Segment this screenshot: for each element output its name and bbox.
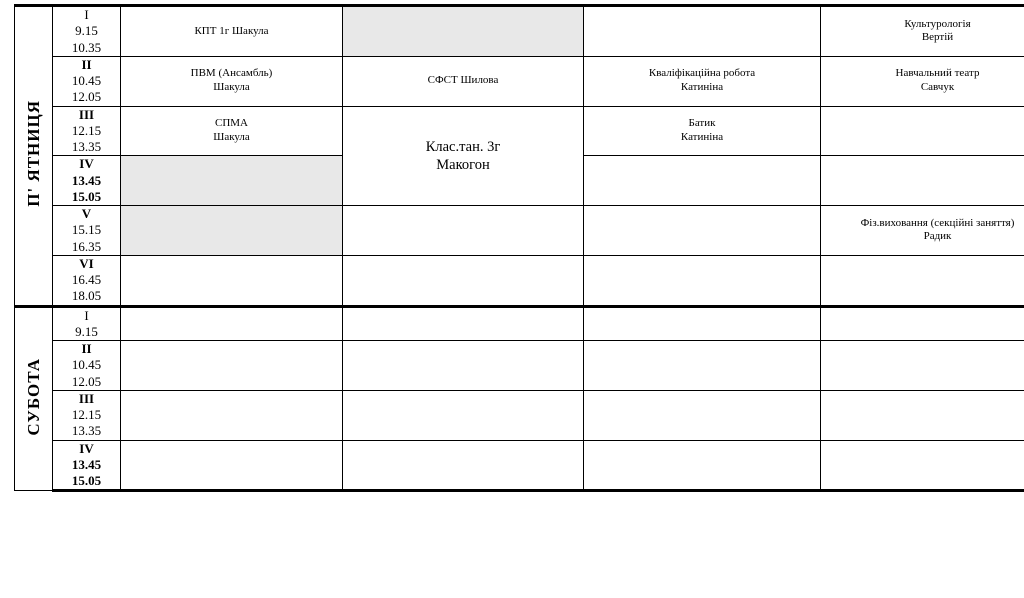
lesson-teacher: Макогон <box>343 156 583 174</box>
period-cell <box>53 341 121 391</box>
period-end: 12.05 <box>53 89 120 105</box>
lesson-cell[interactable] <box>121 390 343 440</box>
period-roman: VI <box>53 256 120 272</box>
lesson-cell[interactable] <box>121 56 343 106</box>
lesson-cell[interactable] <box>821 255 1024 306</box>
lesson-teacher: Шакула <box>121 81 342 95</box>
period-end: 16.35 <box>53 239 120 255</box>
lesson-cell[interactable] <box>343 6 584 57</box>
period-cell <box>53 206 121 256</box>
period-start: 16.45 <box>53 272 120 288</box>
lesson-teacher: Катинiна <box>584 131 820 145</box>
lesson-cell[interactable] <box>343 390 584 440</box>
period-roman: II <box>53 57 120 73</box>
period-roman: I <box>53 308 120 324</box>
lesson-cell[interactable] <box>821 206 1024 256</box>
lesson-cell[interactable] <box>584 440 821 491</box>
lesson-cell[interactable] <box>121 106 343 156</box>
lesson-cell[interactable] <box>121 440 343 491</box>
lesson-cell[interactable] <box>584 341 821 391</box>
period-roman: III <box>53 391 120 407</box>
period-start: 9.15 <box>53 324 120 340</box>
period-start: 12.15 <box>53 407 120 423</box>
lesson-cell[interactable] <box>821 390 1024 440</box>
lesson-teacher: Катинiна <box>584 81 820 95</box>
table-row <box>15 255 1024 306</box>
period-start: 9.15 <box>53 23 120 39</box>
period-start: 10.45 <box>53 73 120 89</box>
lesson-cell[interactable] <box>121 341 343 391</box>
lesson-cell[interactable] <box>584 56 821 106</box>
lesson-cell[interactable] <box>343 255 584 306</box>
lesson-cell[interactable] <box>821 341 1024 391</box>
table-row <box>15 206 1024 256</box>
table-row <box>15 306 1024 341</box>
lesson-name: Навчальний театр <box>821 67 1024 81</box>
period-cell <box>53 56 121 106</box>
day-label-friday <box>15 6 53 307</box>
lesson-cell[interactable] <box>343 106 584 206</box>
table-row <box>15 106 1024 156</box>
period-end: 12.05 <box>53 374 120 390</box>
lesson-cell[interactable] <box>343 206 584 256</box>
lesson-cell[interactable] <box>821 106 1024 156</box>
timetable-sheet <box>0 4 1024 598</box>
period-cell <box>53 306 121 341</box>
period-end: 13.35 <box>53 423 120 439</box>
lesson-teacher: Шакула <box>121 131 342 145</box>
period-cell <box>53 390 121 440</box>
lesson-name: СФСТ Шилова <box>343 74 583 88</box>
period-start: 12.15 <box>53 123 120 139</box>
period-cell <box>53 156 121 206</box>
period-roman: II <box>53 341 120 357</box>
lesson-cell[interactable] <box>584 206 821 256</box>
lesson-cell[interactable] <box>343 306 584 341</box>
timetable-table <box>14 4 1024 492</box>
table-row <box>15 390 1024 440</box>
period-end: 15.05 <box>53 473 120 489</box>
period-roman: IV <box>53 441 120 457</box>
period-roman: I <box>53 7 120 23</box>
lesson-cell[interactable] <box>821 156 1024 206</box>
lesson-cell[interactable] <box>584 255 821 306</box>
lesson-teacher: Вертій <box>821 31 1024 45</box>
period-end: 10.35 <box>53 40 120 56</box>
lesson-cell[interactable] <box>821 56 1024 106</box>
period-cell <box>53 255 121 306</box>
lesson-name: Фіз.виховання (секційні заняття) <box>821 217 1024 231</box>
day-label-text: П' ЯТНИЦЯ <box>23 100 44 207</box>
period-roman: V <box>53 206 120 222</box>
lesson-cell[interactable] <box>343 56 584 106</box>
lesson-cell[interactable] <box>584 156 821 206</box>
lesson-cell[interactable] <box>121 255 343 306</box>
table-row <box>15 440 1024 491</box>
lesson-cell[interactable] <box>821 6 1024 57</box>
table-row <box>15 6 1024 57</box>
lesson-cell[interactable] <box>821 440 1024 491</box>
day-label-text: СУБОТА <box>23 358 44 436</box>
lesson-cell[interactable] <box>121 156 343 206</box>
period-roman: III <box>53 107 120 123</box>
period-cell <box>53 106 121 156</box>
lesson-name: КПТ 1г Шакула <box>121 25 342 39</box>
lesson-cell[interactable] <box>121 306 343 341</box>
lesson-teacher: Радик <box>821 230 1024 244</box>
period-start: 13.45 <box>53 457 120 473</box>
table-row <box>15 56 1024 106</box>
lesson-name: Кваліфікаційна робота <box>584 67 820 81</box>
lesson-name: Культурологія <box>821 18 1024 32</box>
lesson-cell[interactable] <box>121 6 343 57</box>
lesson-name: СПМА <box>121 117 342 131</box>
period-end: 13.35 <box>53 139 120 155</box>
period-start: 13.45 <box>53 173 120 189</box>
lesson-cell[interactable] <box>584 390 821 440</box>
period-cell <box>53 440 121 491</box>
lesson-cell[interactable] <box>584 106 821 156</box>
lesson-teacher: Савчук <box>821 81 1024 95</box>
period-end: 18.05 <box>53 288 120 304</box>
lesson-cell[interactable] <box>821 306 1024 341</box>
period-roman: IV <box>53 156 120 172</box>
period-start: 10.45 <box>53 357 120 373</box>
lesson-cell[interactable] <box>343 341 584 391</box>
lesson-name: Батик <box>584 117 820 131</box>
lesson-name: ПВМ (Ансамбль) <box>121 67 342 81</box>
lesson-cell[interactable] <box>121 206 343 256</box>
period-end: 15.05 <box>53 189 120 205</box>
lesson-name: Клас.тан. 3г <box>343 138 583 156</box>
lesson-cell[interactable] <box>584 306 821 341</box>
table-row <box>15 341 1024 391</box>
lesson-cell[interactable] <box>343 440 584 491</box>
period-cell <box>53 6 121 57</box>
period-start: 15.15 <box>53 222 120 238</box>
lesson-cell[interactable] <box>584 6 821 57</box>
day-label-saturday <box>15 306 53 491</box>
